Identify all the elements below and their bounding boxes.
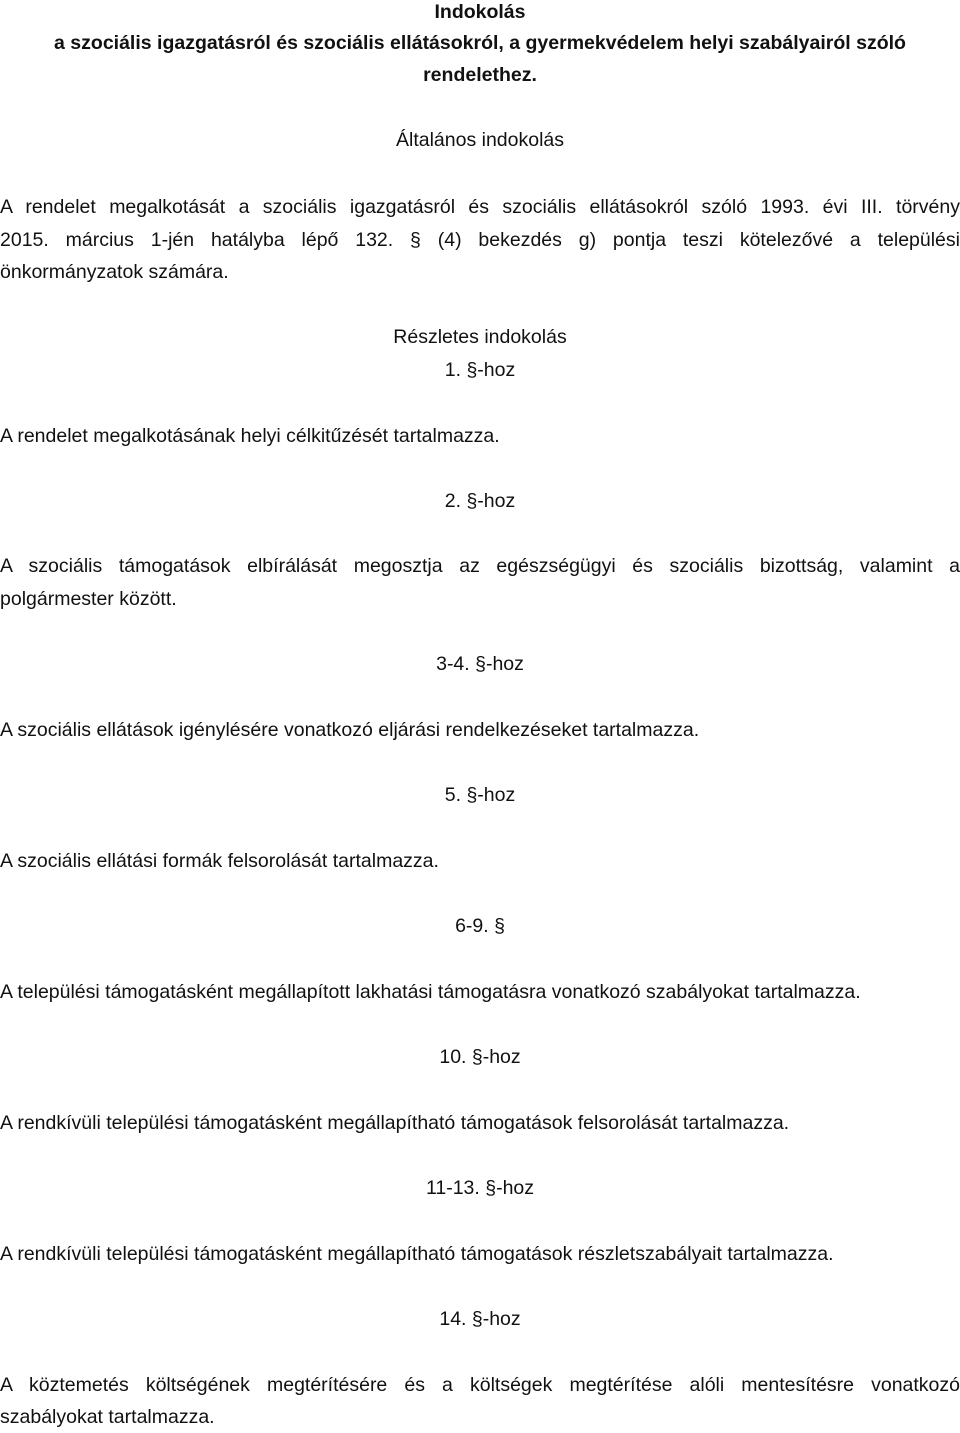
section-text: A rendelet megalkotásának helyi célkitűzését tartalmazza. (0, 425, 500, 447)
section-text: A szociális ellátások igénylésére vonatkozó eljárási rendelkezéseket tartalmazza. (0, 719, 700, 741)
section-text: A rendkívüli települési támogatásként megállapítható támogatások felsorolását tartalmazza. (0, 1112, 790, 1134)
section-label: 14. §-hoz (439, 1308, 521, 1330)
section-text: A rendkívüli települési támogatásként megállapítható támogatások részletszabályait tartalmazza. (0, 1243, 834, 1265)
general-heading: Általános indokolás (395, 129, 565, 151)
detailed-heading: Részletes indokolás (393, 326, 567, 348)
document-title-line2: a szociális igazgatásról és szociális ellátásokról, a gyermekvédelem helyi szabályairól szóló (54, 32, 906, 54)
section-label: 5. §-hoz (444, 784, 516, 806)
document-title: Indokolás (434, 1, 526, 23)
section-text: A szociális támogatások elbírálását megosztja az egészségügyi és szociális bizottság, valamint a (0, 555, 960, 577)
general-paragraph-line3: önkormányzatok számára. (0, 261, 229, 283)
section-label: 11-13. §-hoz (425, 1177, 535, 1199)
section-label: 10. §-hoz (439, 1046, 521, 1068)
general-paragraph-line2: 2015. március 1-jén hatályba lépő 132. § (4) bekezdés g) pontja teszi kötelezővé a települési (0, 229, 960, 251)
general-paragraph-line1: A rendelet megalkotását a szociális igazgatásról és szociális ellátásokról szóló 1993. évi III. törvény (0, 196, 960, 218)
section-text: A köztemetés költségének megtérítésére és a költségek megtérítése alóli mentesítésre vonatkozó (0, 1374, 960, 1396)
section-text: A települési támogatásként megállapított lakhatási támogatásra vonatkozó szabályokat tartalmazza. (0, 981, 861, 1003)
document-title-line3: rendelethez. (423, 64, 537, 86)
section-label: 2. §-hoz (444, 490, 516, 512)
section-label: 6-9. § (455, 915, 505, 937)
section-text: szabályokat tartalmazza. (0, 1406, 215, 1428)
section-label: 1. §-hoz (444, 359, 516, 381)
section-text: A szociális ellátási formák felsorolását tartalmazza. (0, 850, 439, 872)
section-label: 3-4. §-hoz (436, 653, 524, 675)
section-text: polgármester között. (0, 588, 177, 610)
